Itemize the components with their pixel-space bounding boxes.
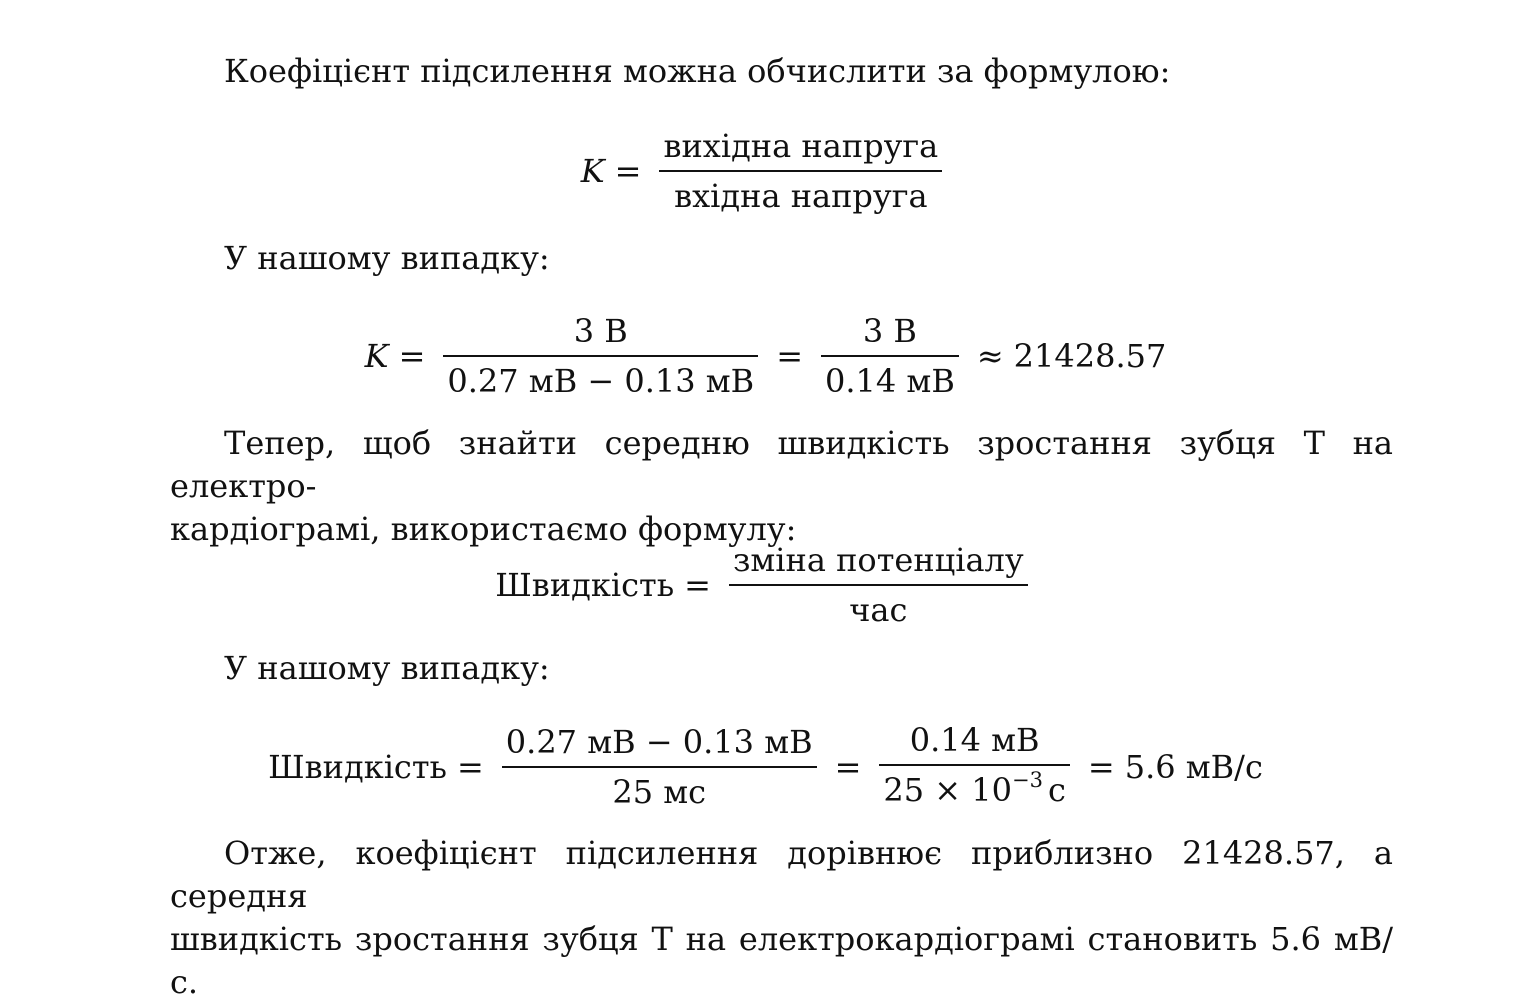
conclusion-line-2: швидкість зростання зубця T на електрокардіограмі становить 5.6 мВ/с. [170,920,1393,1001]
case-text-2: У нашому випадку: [224,649,550,687]
approx-sign: ≈ [976,336,1004,375]
rate-symbol: Швидкість [495,565,675,604]
intro-text: Коефіцієнт підсилення можна обчислити за формулою: [224,52,1171,90]
denominator-base: 25 × 10 [883,770,1012,809]
fraction-denominator [879,766,1069,814]
equals-sign: = [834,747,862,786]
gain-symbol: K [580,151,605,190]
case-text-1: У нашому випадку: [224,239,550,277]
fraction-denominator: 25 мс [612,772,707,811]
equals-sign: = [1087,747,1115,786]
conclusion-line-1 [170,832,1393,918]
fraction-numerator: 3 В [862,312,917,350]
case-paragraph-1 [170,237,1393,280]
equals-sign: = [684,565,711,604]
gain-fraction [659,126,942,216]
fraction-numerator: 0.27 мВ − 0.13 мВ [505,723,813,761]
rate-result: 5.6 мВ/с [1124,747,1263,786]
fraction-denominator: час [849,590,908,629]
fraction-denominator: 0.14 мВ [825,361,955,400]
conclusion-text-1: Отже, коефіцієнт підсилення дорівнює приблизно 21428.57, а середня [170,834,1393,915]
rate-text-line-2: кардіограмі, використаємо формулу: [170,510,797,548]
fraction-numerator: 3 В [573,312,628,350]
fraction-numerator: 0.14 мВ [909,721,1040,759]
gain-fraction-2 [821,311,959,401]
conclusion-paragraph [170,832,1393,1004]
rate-fraction [729,540,1028,630]
rate-symbol: Швидкість [268,747,447,786]
fraction-numerator: вихідна напруга [663,127,939,165]
rate-formula [0,540,1531,630]
gain-fraction-1 [443,311,758,401]
equals-sign: = [456,747,484,786]
rate-text-1: Тепер, щоб знайти середню швидкість зростання зубця T на електро- [170,424,1393,505]
intro-paragraph [170,50,1393,93]
equals-sign: = [398,336,426,375]
denominator-exponent: −3 [1012,767,1043,792]
equals-sign: = [776,336,803,375]
rate-fraction-2 [879,720,1069,814]
case-paragraph-2 [170,647,1393,690]
gain-formula [0,126,1531,216]
fraction-denominator: вхідна напруга [674,176,928,215]
denominator-unit: с [1047,770,1066,809]
fraction-denominator: 0.27 мВ − 0.13 мВ [447,361,755,400]
rate-calculation [0,720,1531,814]
gain-symbol: K [364,336,389,375]
rate-text-line-1 [170,422,1393,508]
rate-fraction-1 [502,722,817,812]
gain-result: 21428.57 [1013,336,1167,375]
fraction-numerator: зміна потенціалу [732,541,1024,579]
rate-paragraph [170,422,1393,551]
gain-calculation [0,311,1531,401]
equals-sign: = [614,151,642,190]
